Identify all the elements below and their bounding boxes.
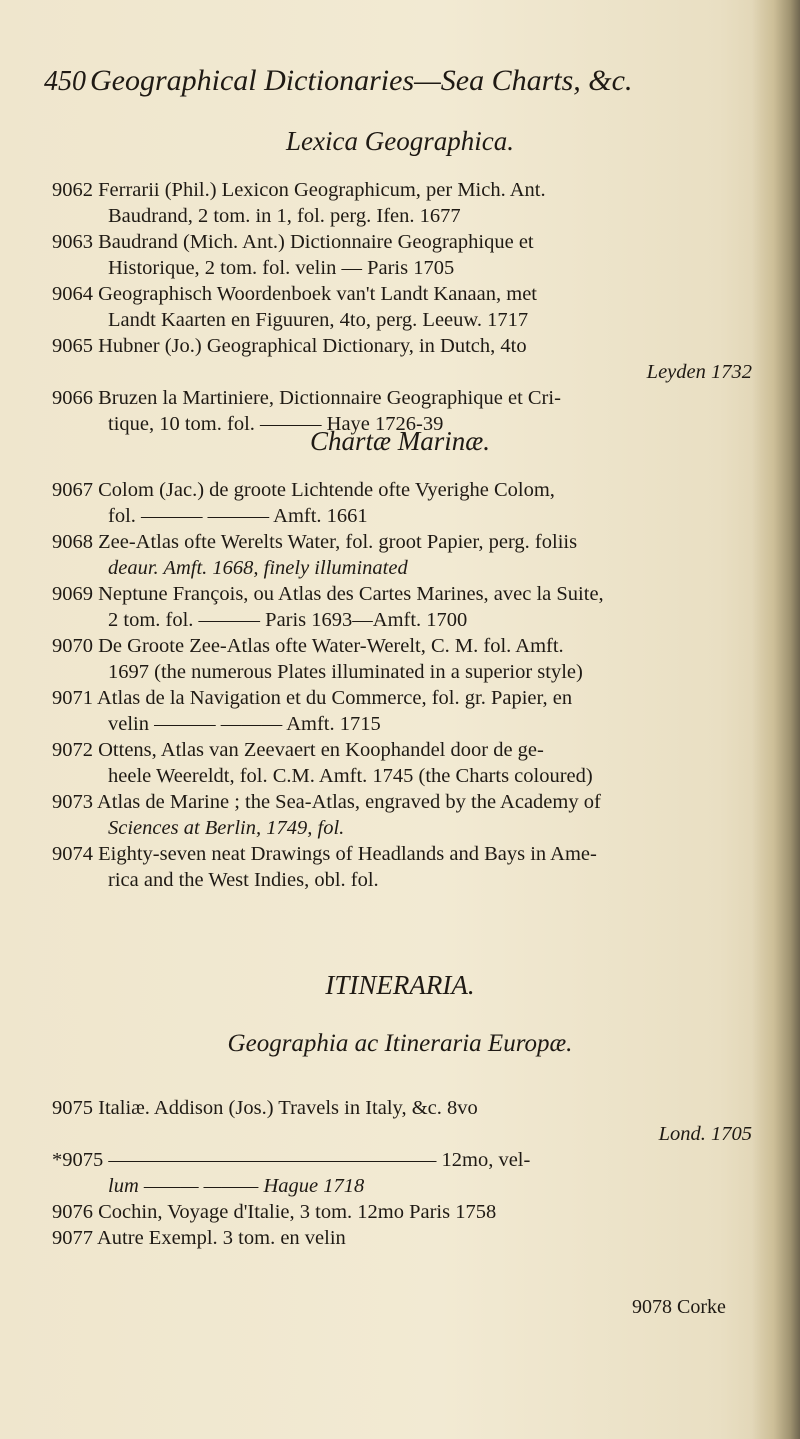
section-title-lexica: Lexica Geographica. [286,126,514,156]
section-subtitle-europae: Geographia ac Itineraria Europæ. [227,1030,573,1057]
entry-9075b-line2: lum ——— ——— Hague 1718 [108,1175,365,1197]
entry-9071-line1: 9071 Atlas de la Navigation et du Commerce, fol. gr. Papier, en [52,687,573,709]
entry-9074-line2: rica and the West Indies, obl. fol. [108,869,379,891]
entry-9075-line1: 9075 Italiæ. Addison (Jos.) Travels in Italy, &c. 8vo [52,1097,478,1119]
entry-9063-line1: 9063 Baudrand (Mich. Ant.) Dictionnaire Geographique et [52,231,534,253]
section-title-itineraria: ITINERARIA. [325,970,475,1000]
entry-9069-line2: 2 tom. fol. ——— Paris 1693—Amft. 1700 [108,609,468,631]
entry-9064-line1: 9064 Geographisch Woordenboek van't Landt Kanaan, met [52,283,537,305]
catchword: 9078 Corke [632,1296,726,1318]
entries-lexica [52,178,752,438]
entry-9067-line2: fol. ——— ——— Amft. 1661 [108,505,368,527]
entry-9068-line2: deaur. Amft. 1668, finely illuminated [108,557,408,579]
entry-9072-line1: 9072 Ottens, Atlas van Zeevaert en Koophandel door de ge- [52,739,544,761]
entry-9077-line1: 9077 Autre Exempl. 3 tom. en velin [52,1227,346,1249]
entry-9075-line2: Lond. 1705 [658,1123,752,1145]
entry-9072-line2: heele Weereldt, fol. C.M. Amft. 1745 (the Charts coloured) [108,765,593,787]
entry-9076-line1: 9076 Cochin, Voyage d'Italie, 3 tom. 12mo Paris 1758 [52,1201,497,1223]
entry-9073-line2: Sciences at Berlin, 1749, fol. [108,817,345,839]
entry-9068-line1: 9068 Zee-Atlas ofte Werelts Water, fol. groot Papier, perg. foliis [52,531,578,553]
page-number: 450 [44,66,86,97]
entry-9064-line2: Landt Kaarten en Figuuren, 4to, perg. Leeuw. 1717 [108,309,529,331]
entry-9070-line1: 9070 De Groote Zee-Atlas ofte Water-Werelt, C. M. fol. Amft. [52,635,564,657]
entry-9073-line1: 9073 Atlas de Marine ; the Sea-Atlas, engraved by the Academy of [52,791,601,813]
entry-9069-line1: 9069 Neptune François, ou Atlas des Cartes Marines, avec la Suite, [52,583,604,605]
entry-9062-line2: Baudrand, 2 tom. in 1, fol. perg. Ifen. 1677 [108,205,461,227]
entry-9062-line1: 9062 Ferrarii (Phil.) Lexicon Geographicum, per Mich. Ant. [52,179,546,201]
entry-9070-line2: 1697 (the numerous Plates illuminated in a superior style) [108,661,583,683]
entry-9066-line2: tique, 10 tom. fol. ——— Haye 1726-39 [108,413,444,435]
page-edge-shadow [752,0,800,1439]
entry-9074-line1: 9074 Eighty-seven neat Drawings of Headlands and Bays in Ame- [52,843,597,865]
entry-9071-line2: velin ——— ——— Amft. 1715 [108,713,381,735]
entries-chartae [52,478,752,894]
entry-9066-line1: 9066 Bruzen la Martiniere, Dictionnaire Geographique et Cri- [52,387,561,409]
page-header [44,58,744,108]
entry-9067-line1: 9067 Colom (Jac.) de groote Lichtende ofte Vyerighe Colom, [52,479,555,501]
entry-9065-line2: Leyden 1732 [646,361,752,383]
entry-9065-line1: 9065 Hubner (Jo.) Geographical Dictionary, in Dutch, 4to [52,335,527,357]
entry-9063-line2: Historique, 2 tom. fol. velin — Paris 1705 [108,257,455,279]
entries-itineraria [52,1096,752,1252]
running-title: Geographical Dictionaries—Sea Charts, &c. [90,64,633,97]
entry-9075b-line1: *9075 ———————————————— 12mo, vel- [52,1149,531,1171]
section-title-chartae: Chartæ Marinæ. [309,426,491,456]
